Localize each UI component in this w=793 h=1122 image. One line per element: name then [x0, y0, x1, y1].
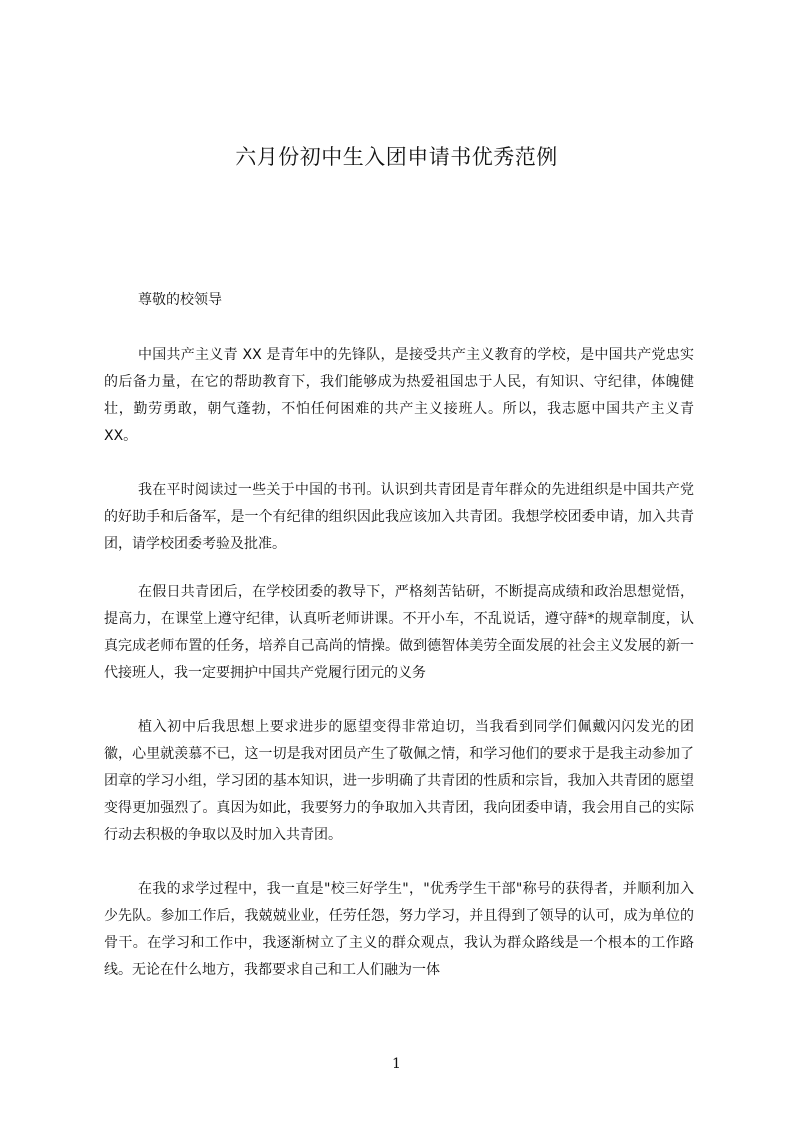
paragraph-4: 植入初中后我思想上要求进步的愿望变得非常迫切，当我看到同学们佩戴闪闪发光的团徽，心里就羡慕不已，这一切是我对团员产生了敬佩之情，和学习他们的要求于是我主动参加了团章的学习小组，学习团的基本知识，进一步明确了共青团的性质和宗旨，我加入共青团的愿望变得更加强烈了。真因为如此，我要努力的争取加入共青团，我向团委申请，我会用自己的实际行动去积极的争取以及时加入共青团。	[104, 719, 694, 843]
document-title: 六月份初中生入团申请书优秀范例	[235, 145, 558, 169]
paragraph-1: 中国共产主义青 XX 是青年中的先锋队，是接受共产主义教育的学校，是中国共产党忠实的后备力量，在它的帮助教育下，我们能够成为热爱祖国忠于人民，有知识、守纪律，体魄健壮，勤劳勇敢，朝气蓬勃，不怕任何困难的共产主义接班人。所以，我志愿中国共产主义青 XX。	[104, 347, 694, 444]
page-number: 1	[392, 1056, 401, 1072]
paragraph-2: 我在平时阅读过一些关于中国的书刊。认识到共青团是青年群众的先进组织是中国共产党的好助手和后备军，是一个有纪律的组织因此我应该加入共青团。我想学校团委申请，加入共青团，请学校团委考验及批准。	[104, 482, 694, 552]
salutation: 尊敬的校领导	[138, 292, 222, 308]
paragraph-5: 在我的求学过程中，我一直是"校三好学生"，"优秀学生干部"称号的获得者，并顺利加入少先队。参加工作后，我兢兢业业，任劳任怨，努力学习，并且得到了领导的认可，成为单位的骨干。在学习和工作中，我逐渐树立了主义的群众观点，我认为群众路线是一个根本的工作路线。无论在什么地方，我都要求自己和工人们融为一体	[104, 881, 694, 978]
paragraph-3: 在假日共青团后，在学校团委的教导下，严格刻苦钻研，不断提高成绩和政治思想觉悟，提高力，在课堂上遵守纪律，认真听老师讲课。不开小车，不乱说话，遵守薛*的规章制度，认真完成老师布置的任务，培养自己高尚的情操。做到德智体美劳全面发展的社会主义发展的新一代接班人，我一定要拥护中国共产党履行团元的义务	[104, 584, 694, 681]
